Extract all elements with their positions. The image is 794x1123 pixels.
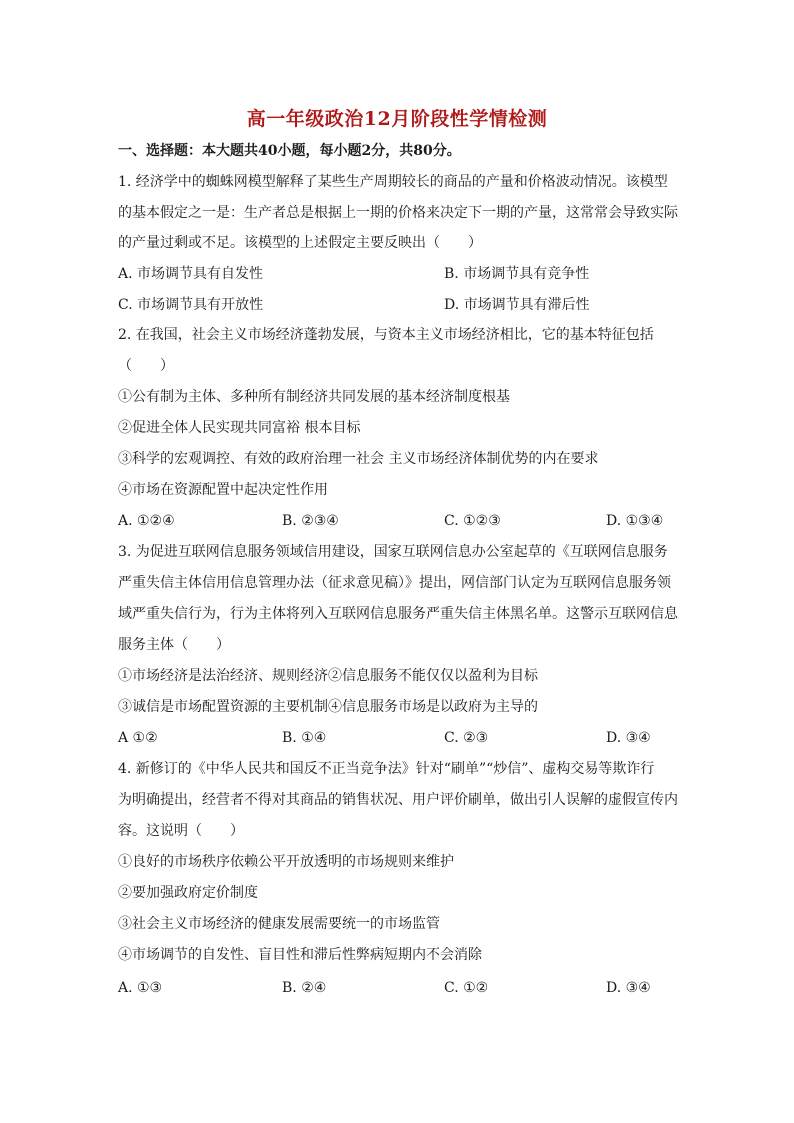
q4-item: ②要加强政府定价制度 (118, 885, 258, 901)
q4-stem-line: 4. 新修订的《中华人民共和国反不正当竞争法》针对“刷单”“炒信”、虚构交易等欺诈行 (118, 761, 655, 777)
q2-stem-line: 2. 在我国，社会主义市场经济蓬勃发展，与资本主义市场经济相比，它的基本特征包括 (118, 327, 654, 343)
q3-option-c: C. ②③ (444, 730, 489, 746)
q3-stem-line: 严重失信主体信用信息管理办法（征求意见稿）》提出，网信部门认定为互联网信息服务领 (118, 575, 671, 591)
q2-option-c: C. ①②③ (444, 513, 501, 529)
q1-option-a: A. 市场调节具有自发性 (118, 266, 264, 282)
q3-stem-line: 3. 为促进互联网信息服务领域信用建设，国家互联网信息办公室起草的《互联网信息服务 (118, 544, 668, 560)
q4-stem-line: 容。这说明（ ） (118, 823, 244, 839)
q2-option-d: D. ①③④ (606, 513, 664, 529)
q2-stem-line: （ ） (118, 358, 174, 374)
q4-item: ③社会主义市场经济的健康发展需要统一的市场监管 (118, 916, 440, 932)
page-title: 高一年级政治12月阶段性学情检测 (246, 108, 548, 130)
q3-option-b: B. ①④ (282, 730, 327, 746)
section-heading: 一、选择题：本大题共40小题，每小题2分，共80分。 (118, 143, 461, 159)
q2-option-b: B. ②③④ (282, 513, 339, 529)
q1-option-b: B. 市场调节具有竞争性 (444, 266, 590, 282)
q4-option-d: D. ③④ (606, 980, 651, 996)
q1-stem-line: 的产量过剩或不足。该模型的上述假定主要反映出（ ） (118, 235, 482, 251)
q3-option-d: D. ③④ (606, 730, 651, 746)
q2-item: ②促进全体人民实现共同富裕 根本目标 (118, 420, 361, 436)
q4-option-b: B. ②④ (282, 980, 327, 996)
q2-item: ④市场在资源配置中起决定性作用 (118, 482, 328, 498)
q3-stem-line: 服务主体（ ） (118, 637, 230, 653)
q3-item: ①市场经济是法治经济、规则经济②信息服务不能仅仅以盈利为目标 (118, 668, 538, 684)
q4-stem-line: 为明确提出，经营者不得对其商品的销售状况、用户评价刷单，做出引人误解的虚假宣传内 (118, 792, 678, 808)
q2-option-a: A. ①②④ (118, 513, 175, 529)
q4-item: ①良好的市场秩序依赖公平开放透明的市场规则来维护 (118, 854, 454, 870)
q1-stem-line: 的基本假定之一是：生产者总是根据上一期的价格来决定下一期的产量，这常常会导致实际 (118, 205, 678, 221)
q1-option-d: D. 市场调节具有滞后性 (444, 297, 590, 313)
q4-option-c: C. ①② (444, 980, 489, 996)
q2-item: ③科学的宏观调控、有效的政府治理一社会 主义市场经济体制优势的内在要求 (118, 451, 599, 467)
q1-stem-line: 1. 经济学中的蜘蛛网模型解释了某些生产周期较长的商品的产量和价格波动情况。该模型 (118, 174, 668, 190)
q3-stem-line: 域严重失信行为，行为主体将列入互联网信息服务严重失信主体黑名单。这警示互联网信息 (118, 606, 678, 622)
q4-item: ④市场调节的自发性、盲目性和滞后性弊病短期内不会消除 (118, 947, 482, 963)
q3-option-a: A ①② (118, 730, 158, 746)
q3-item: ③诚信是市场配置资源的主要机制④信息服务市场是以政府为主导的 (118, 699, 538, 715)
q2-item: ①公有制为主体、多种所有制经济共同发展的基本经济制度根基 (118, 389, 510, 405)
q4-option-a: A. ①③ (118, 980, 163, 996)
q1-option-c: C. 市场调节具有开放性 (118, 297, 264, 313)
